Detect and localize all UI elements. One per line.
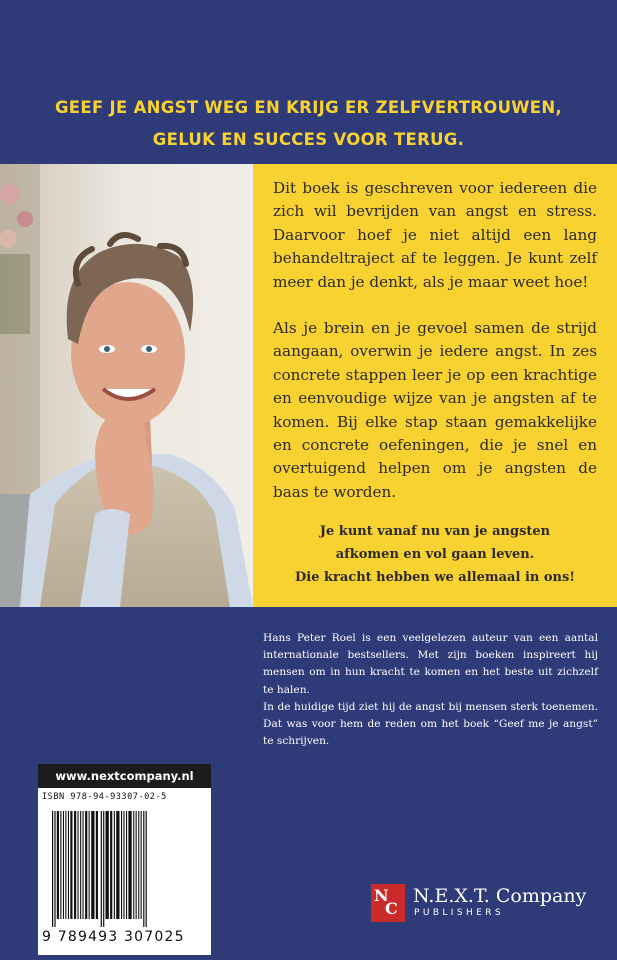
barcode-bar <box>138 811 139 919</box>
barcode-bar <box>128 811 131 919</box>
barcode-bar <box>65 811 66 919</box>
barcode-bar <box>141 811 142 919</box>
barcode-bar <box>96 811 98 919</box>
barcode-bar <box>103 811 104 927</box>
barcode-bar <box>70 811 72 919</box>
publisher-subtitle: PUBLISHERS <box>414 908 504 918</box>
barcode-bar <box>63 811 64 919</box>
author-photo <box>0 164 253 607</box>
headline <box>0 92 617 156</box>
bio-paragraph-1: Hans Peter Roel is een veelgelezen auteur van een aantal internationale bestsellers. Met zijn boeken inspireert hij mensen om in hun kracht te komen en het beste uit zichzelf te halen. <box>263 632 598 696</box>
barcode-bar <box>60 811 61 919</box>
barcode-bar <box>80 811 81 919</box>
barcode-bar <box>126 811 127 919</box>
barcode-bar <box>74 811 76 919</box>
barcode-bar <box>121 811 122 919</box>
blurb-paragraph-1: Dit boek is geschreven voor iedereen die zich wil bevrijden van angst en stress. Daarvoor hoef je niet altijd een lang behandeltraject af te leggen. Je kunt zelf meer dan je denkt, als je maar weet hoe! <box>273 179 597 291</box>
barcode-bar <box>54 811 55 927</box>
headline-line-2: GELUK EN SUCCES VOOR TERUG. <box>152 130 465 149</box>
barcode-bar <box>89 811 90 919</box>
barcode-bar <box>83 811 84 919</box>
barcode-bar <box>101 811 102 927</box>
tagline-line: Je kunt vanaf nu van je angsten <box>319 524 551 539</box>
isbn-barcode <box>38 788 211 955</box>
blurb-paragraph-2: Als je brein en je gevoel samen de strijd aangaan, overwin je iedere angst. In zes concrete stappen leer je op een krachtige en eenvoudige wijze van je angsten af te komen. Bij elke stap staan gemakkelijke en concrete oefeningen, die je snel en overtuigend helpen om je angsten de baas te worden. <box>273 319 597 501</box>
barcode-bars <box>52 811 200 927</box>
publisher-logo <box>371 884 587 924</box>
barcode-bar <box>68 811 69 919</box>
headline-line-1: GEEF JE ANGST WEG EN KRIJG ER ZELFVERTROUWEN, <box>54 98 563 117</box>
barcode-bar <box>136 811 137 919</box>
author-bio <box>263 630 598 750</box>
barcode-bar <box>57 811 59 919</box>
barcode-bar <box>146 811 147 927</box>
tagline-line: afkomen en vol gaan leven. <box>335 547 535 562</box>
bio-paragraph-2: In de huidige tijd ziet hij de angst bij mensen sterk toenemen. Dat was voor hem de reden om het boek “Geef me je angst” te schrijven. <box>263 700 598 748</box>
barcode-bar <box>114 811 115 919</box>
isbn-label: ISBN 978-94-93307-02-5 <box>42 792 167 802</box>
barcode-bar <box>116 811 119 919</box>
logo-letter-c: C <box>385 899 398 918</box>
barcode-bar <box>143 811 144 927</box>
ean-digits: 9 789493 307025 <box>42 929 185 945</box>
barcode-bar <box>78 811 79 919</box>
tagline <box>253 520 617 589</box>
logo-letter-n: N <box>374 886 389 905</box>
barcode-bar <box>52 811 53 927</box>
publisher-name: N.E.X.T. Company <box>413 885 587 907</box>
barcode-bar <box>91 811 94 919</box>
barcode-bar <box>85 811 87 919</box>
barcode-bar <box>106 811 109 919</box>
barcode-bar <box>110 811 112 919</box>
barcode-bar <box>133 811 134 919</box>
tagline-line: Die kracht hebben we allemaal in ons! <box>294 570 576 585</box>
publisher-logo-mark <box>371 884 405 922</box>
blurb-panel <box>253 164 617 607</box>
website-link[interactable]: www.nextcompany.nl <box>38 764 211 788</box>
barcode-bar <box>123 811 124 919</box>
